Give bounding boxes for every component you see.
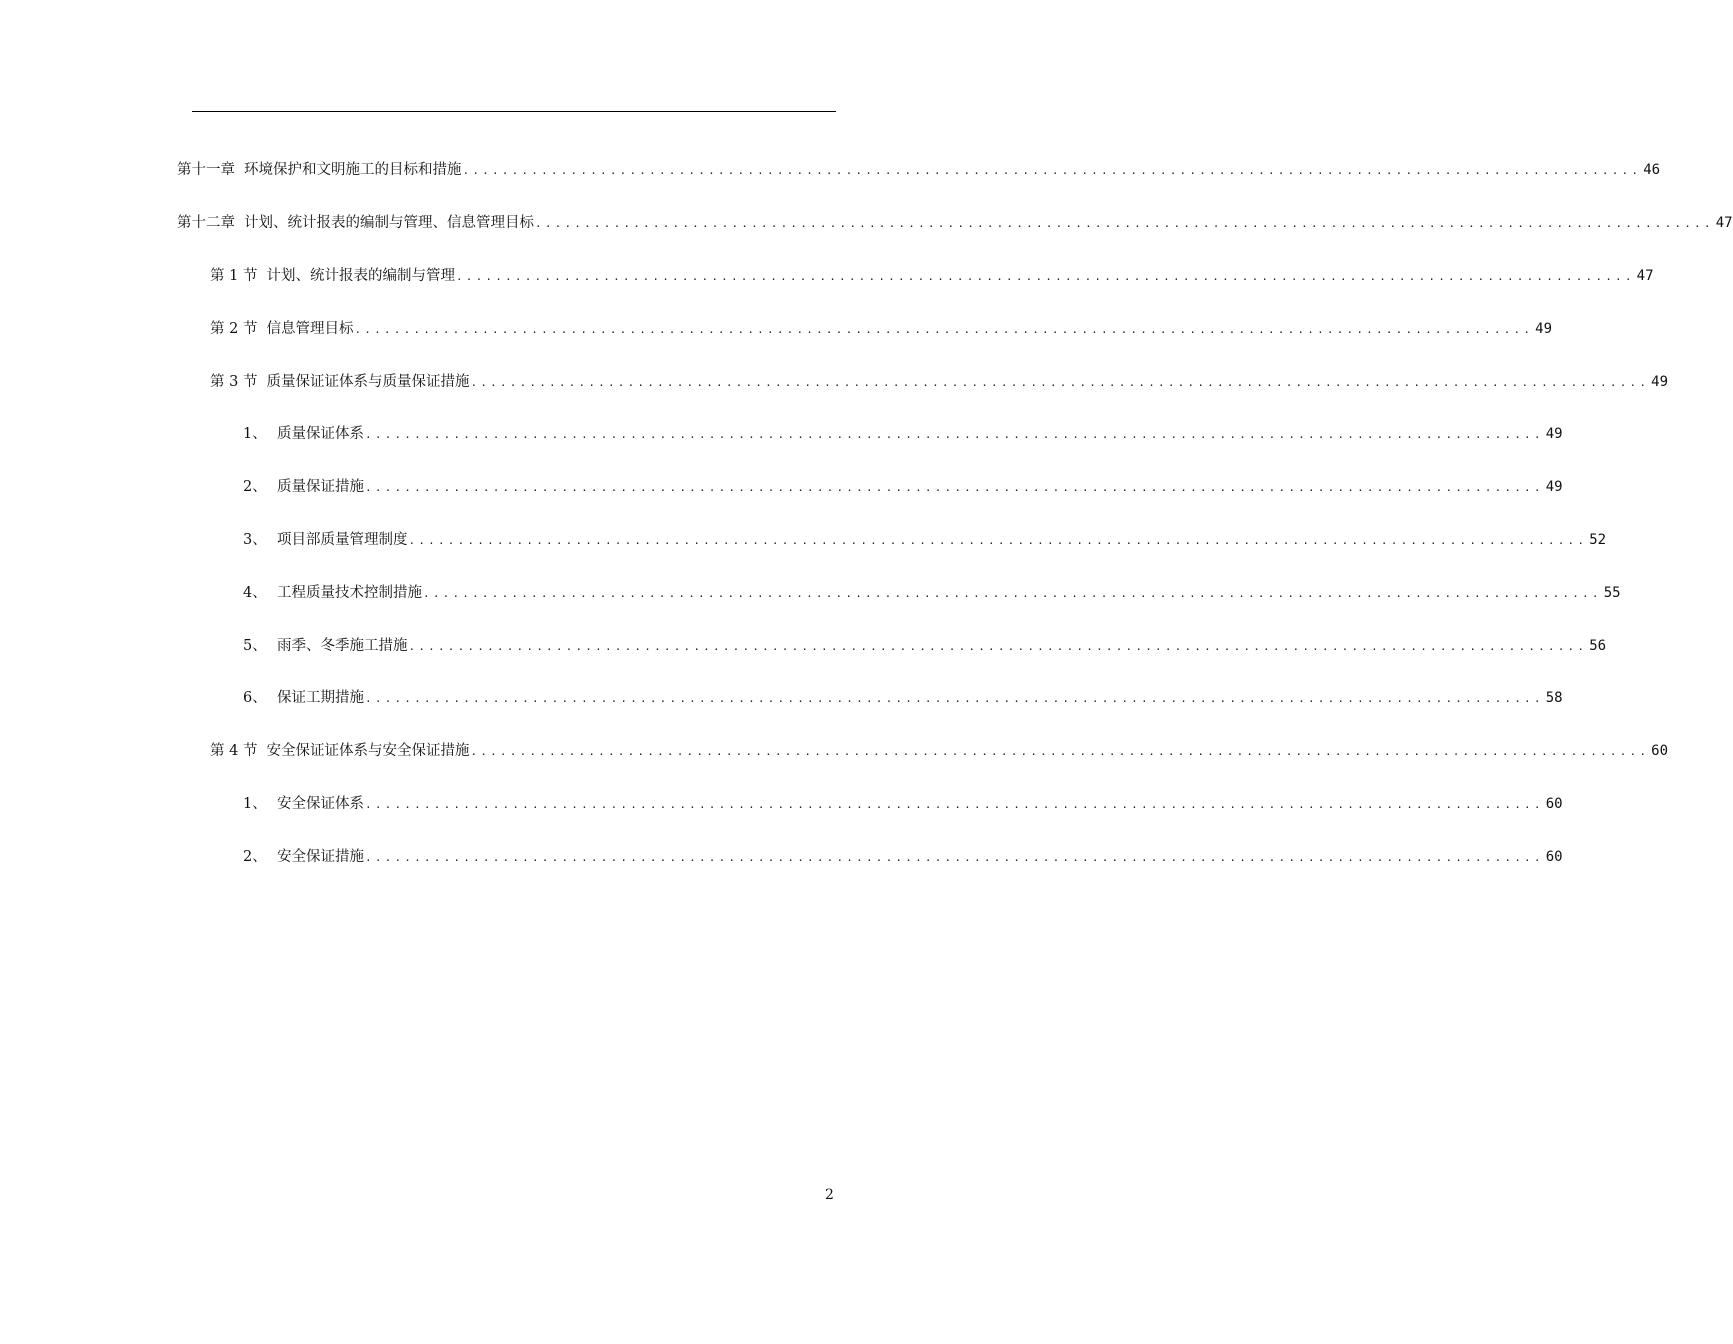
- dot-leader: ........................................................................................................................: [470, 376, 1650, 389]
- toc-entry-page: 60: [1545, 796, 1563, 812]
- toc-entry-section-2[interactable]: [210, 317, 1553, 341]
- dot-leader: ........................................................................................................................: [462, 164, 1642, 177]
- dot-leader: ........................................................................................................................: [354, 323, 1534, 336]
- toc-entry-title: 安全保证体系: [277, 796, 364, 812]
- toc-entry-title: 雨季、冬季施工措施: [277, 638, 408, 654]
- dot-leader: ........................................................................................................................: [408, 640, 1588, 653]
- toc-entry-number: 6、: [243, 690, 267, 706]
- toc-entry-number: 第 1 节: [210, 268, 258, 284]
- toc-entry-item-3-5[interactable]: [243, 634, 1607, 658]
- dot-leader: ........................................................................................................................: [365, 798, 1544, 811]
- toc-entry-page: 47: [1715, 215, 1733, 231]
- toc-entry-page: 52: [1589, 532, 1607, 548]
- dot-leader: ........................................................................................................................: [423, 587, 1602, 600]
- dot-leader: ........................................................................................................................: [365, 481, 1544, 494]
- toc-entry-title: 环境保护和文明施工的目标和措施: [244, 162, 462, 178]
- toc-entry-number: 2、: [243, 849, 267, 865]
- toc-entry-page: 60: [1651, 743, 1669, 759]
- toc-entry-page: 60: [1545, 849, 1563, 865]
- toc-entry-page: 47: [1636, 268, 1654, 284]
- toc-entry-title: 安全保证措施: [277, 849, 364, 865]
- dot-leader: ........................................................................................................................: [535, 217, 1714, 230]
- dot-leader: ........................................................................................................................: [470, 745, 1650, 758]
- toc-entry-item-4-1[interactable]: [243, 792, 1563, 816]
- toc-entry-title: 保证工期措施: [277, 690, 364, 706]
- toc-entry-number: 3、: [243, 532, 267, 548]
- toc-entry-number: 第十一章: [177, 162, 235, 178]
- toc-entry-title: 安全保证证体系与安全保证措施: [266, 743, 470, 759]
- toc-entry-page: 49: [1545, 426, 1563, 442]
- toc-entry-page: 58: [1545, 690, 1563, 706]
- dot-leader: ........................................................................................................................: [455, 270, 1635, 283]
- toc-entry-page: 46: [1643, 162, 1661, 178]
- toc-entry-chapter-11[interactable]: [177, 158, 1661, 182]
- toc-entry-number: 5、: [243, 638, 267, 654]
- toc-entry-page: 49: [1535, 321, 1553, 337]
- toc-entry-number: 第十二章: [177, 215, 235, 231]
- toc-entry-title: 质量保证证体系与质量保证措施: [266, 374, 470, 390]
- toc-entry-number: 第 3 节: [210, 374, 258, 390]
- toc-entry-section-3[interactable]: [210, 370, 1669, 394]
- toc-entry-item-3-3[interactable]: [243, 528, 1607, 552]
- toc-entry-title: 信息管理目标: [266, 321, 354, 337]
- toc-entry-page: 49: [1545, 479, 1563, 495]
- toc-entry-item-3-2[interactable]: [243, 475, 1563, 499]
- dot-leader: ........................................................................................................................: [365, 428, 1544, 441]
- toc-entry-page: 55: [1603, 585, 1621, 601]
- toc-entry-title: 项目部质量管理制度: [277, 532, 408, 548]
- dot-leader: ........................................................................................................................: [365, 692, 1544, 705]
- toc-entry-chapter-12[interactable]: [177, 211, 1733, 235]
- toc-entry-item-3-4[interactable]: [243, 581, 1621, 605]
- toc-entry-title: 工程质量技术控制措施: [277, 585, 422, 601]
- toc-entry-number: 1、: [243, 426, 267, 442]
- dot-leader: ........................................................................................................................: [408, 534, 1588, 547]
- toc-entry-title: 质量保证措施: [277, 479, 364, 495]
- toc-entry-page: 56: [1589, 638, 1607, 654]
- toc-entry-section-1[interactable]: [210, 264, 1654, 288]
- toc-entry-number: 第 2 节: [210, 321, 258, 337]
- page-number: 2: [825, 1187, 834, 1203]
- toc-entry-item-3-1[interactable]: [243, 422, 1563, 446]
- toc-entry-number: 第 4 节: [210, 743, 258, 759]
- toc-entry-item-4-2[interactable]: [243, 845, 1563, 869]
- toc-entry-title: 质量保证体系: [277, 426, 364, 442]
- toc-entry-number: 2、: [243, 479, 267, 495]
- toc-entry-number: 1、: [243, 796, 267, 812]
- toc-entry-title: 计划、统计报表的编制与管理、信息管理目标: [244, 215, 534, 231]
- header-rule: [192, 111, 836, 112]
- toc-entry-title: 计划、统计报表的编制与管理: [266, 268, 455, 284]
- dot-leader: ........................................................................................................................: [365, 851, 1544, 864]
- toc-entry-number: 4、: [243, 585, 267, 601]
- toc-entry-page: 49: [1651, 374, 1669, 390]
- toc-entry-section-4[interactable]: [210, 739, 1669, 763]
- toc-entry-item-3-6[interactable]: [243, 686, 1563, 710]
